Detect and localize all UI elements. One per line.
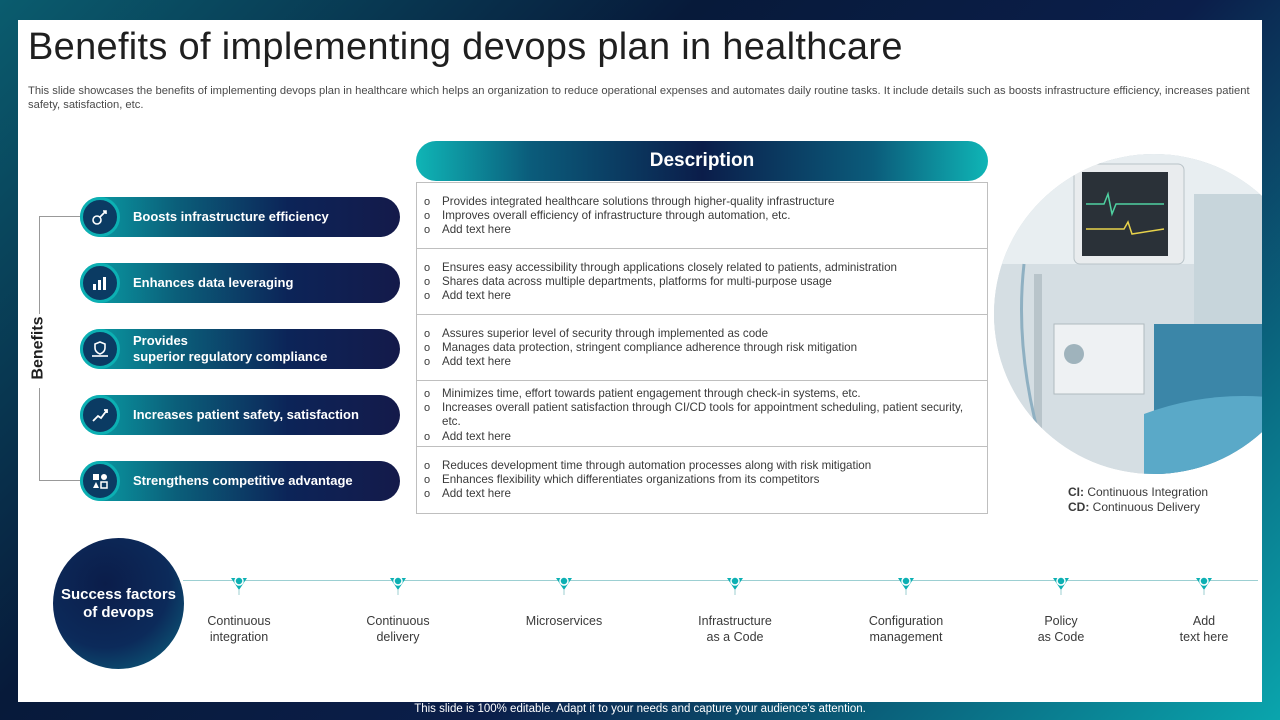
success-factor-label: Infrastructure as a Code [698, 614, 772, 644]
description-point: o Manages data protection, stringent compliance adherence through risk mitigation [424, 341, 977, 355]
benefit-label: Enhances data leveraging [133, 275, 294, 290]
hand-shield-icon [80, 329, 120, 369]
footer-note: This slide is 100% editable. Adapt it to your needs and capture your audience's attention. [414, 703, 866, 715]
description-header: Description [416, 141, 988, 181]
success-factor-label: Add text here [1179, 614, 1229, 644]
cd-abbr: CD: [1068, 500, 1090, 514]
growth-chart-icon [80, 395, 120, 435]
description-point: o Reduces development time through automation processes along with risk mitigation [424, 459, 977, 473]
bracket-tick-bottom [39, 480, 83, 481]
description-point: o Add text here [424, 355, 977, 369]
benefit-item-competitive [80, 461, 400, 501]
timeline-marker-icon [229, 573, 249, 595]
timeline-marker-icon [896, 573, 916, 595]
description-table [416, 182, 988, 514]
success-factor-label: Continuous delivery [366, 614, 430, 644]
timeline-marker-icon [554, 573, 574, 595]
success-factor-label: Configuration management [868, 614, 944, 644]
description-row [417, 381, 987, 447]
description-point: o Add text here [424, 289, 977, 303]
benefit-label: Increases patient safety, satisfaction [133, 407, 359, 422]
benefit-item-data [80, 263, 400, 303]
description-row [417, 447, 987, 513]
timeline-marker-icon [1051, 573, 1071, 595]
timeline-line [183, 580, 1258, 581]
page-subtitle: This slide showcases the benefits of implementing devops plan in healthcare which helps an organization to reduce operational expenses and automates daily routine tasks. It include details such as boosts infrastructure efficiency, increases patient safety, satisfaction, etc. [28, 85, 1250, 111]
description-point: o Add text here [424, 223, 977, 237]
page-title: Benefits of implementing devops plan in healthcare [28, 26, 903, 68]
data-analytics-icon [80, 263, 120, 303]
description-row [417, 183, 987, 249]
abbreviation-legend [1068, 485, 1208, 515]
description-point: o Minimizes time, effort towards patient engagement through check-in systems, etc. [424, 387, 977, 401]
slide [18, 20, 1262, 702]
timeline-marker-icon [388, 573, 408, 595]
benefits-label: Benefits [30, 316, 47, 380]
hospital-photo [994, 154, 1262, 474]
success-factors-title: Success factors of devops [53, 538, 184, 669]
cd-text: Continuous Delivery [1092, 500, 1201, 514]
timeline-marker-icon [1194, 573, 1214, 595]
bracket-line-bottom [39, 388, 40, 480]
description-point: o Improves overall efficiency of infrastructure through automation, etc. [424, 209, 977, 223]
rocket-gear-icon [80, 197, 120, 237]
description-point: o Assures superior level of security through implemented as code [424, 327, 977, 341]
benefit-label: Boosts infrastructure efficiency [133, 209, 329, 224]
description-point: o Increases overall patient satisfaction through CI/CD tools for appointment scheduling, patient security, etc. [424, 401, 977, 429]
description-row [417, 249, 987, 315]
description-point: o Provides integrated healthcare solutions through higher-quality infrastructure [424, 195, 977, 209]
success-factor-label: Policy as Code [1037, 614, 1085, 644]
description-point: o Shares data across multiple departments, platforms for multi-purpose usage [424, 275, 977, 289]
description-point: o Ensures easy accessibility through applications closely related to patients, administration [424, 261, 977, 275]
success-factor-label: Continuous integration [207, 614, 271, 644]
benefit-label: Provides superior regulatory compliance [133, 333, 328, 364]
benefit-item-compliance [80, 329, 400, 369]
benefit-item-infrastructure [80, 197, 400, 237]
bracket-line-top [39, 216, 40, 314]
timeline-marker-icon [725, 573, 745, 595]
success-factor-label: Microservices [525, 614, 603, 628]
description-point: o Add text here [424, 430, 977, 444]
benefit-item-patient-safety [80, 395, 400, 435]
ci-abbr: CI: [1068, 485, 1084, 499]
description-point: o Add text here [424, 487, 977, 501]
bracket-tick-top [39, 216, 83, 217]
description-row [417, 315, 987, 381]
ci-text: Continuous Integration [1087, 485, 1209, 499]
description-point: o Enhances flexibility which differentiates organizations from its competitors [424, 473, 977, 487]
strategy-shapes-icon [80, 461, 120, 501]
benefit-label: Strengthens competitive advantage [133, 473, 353, 488]
